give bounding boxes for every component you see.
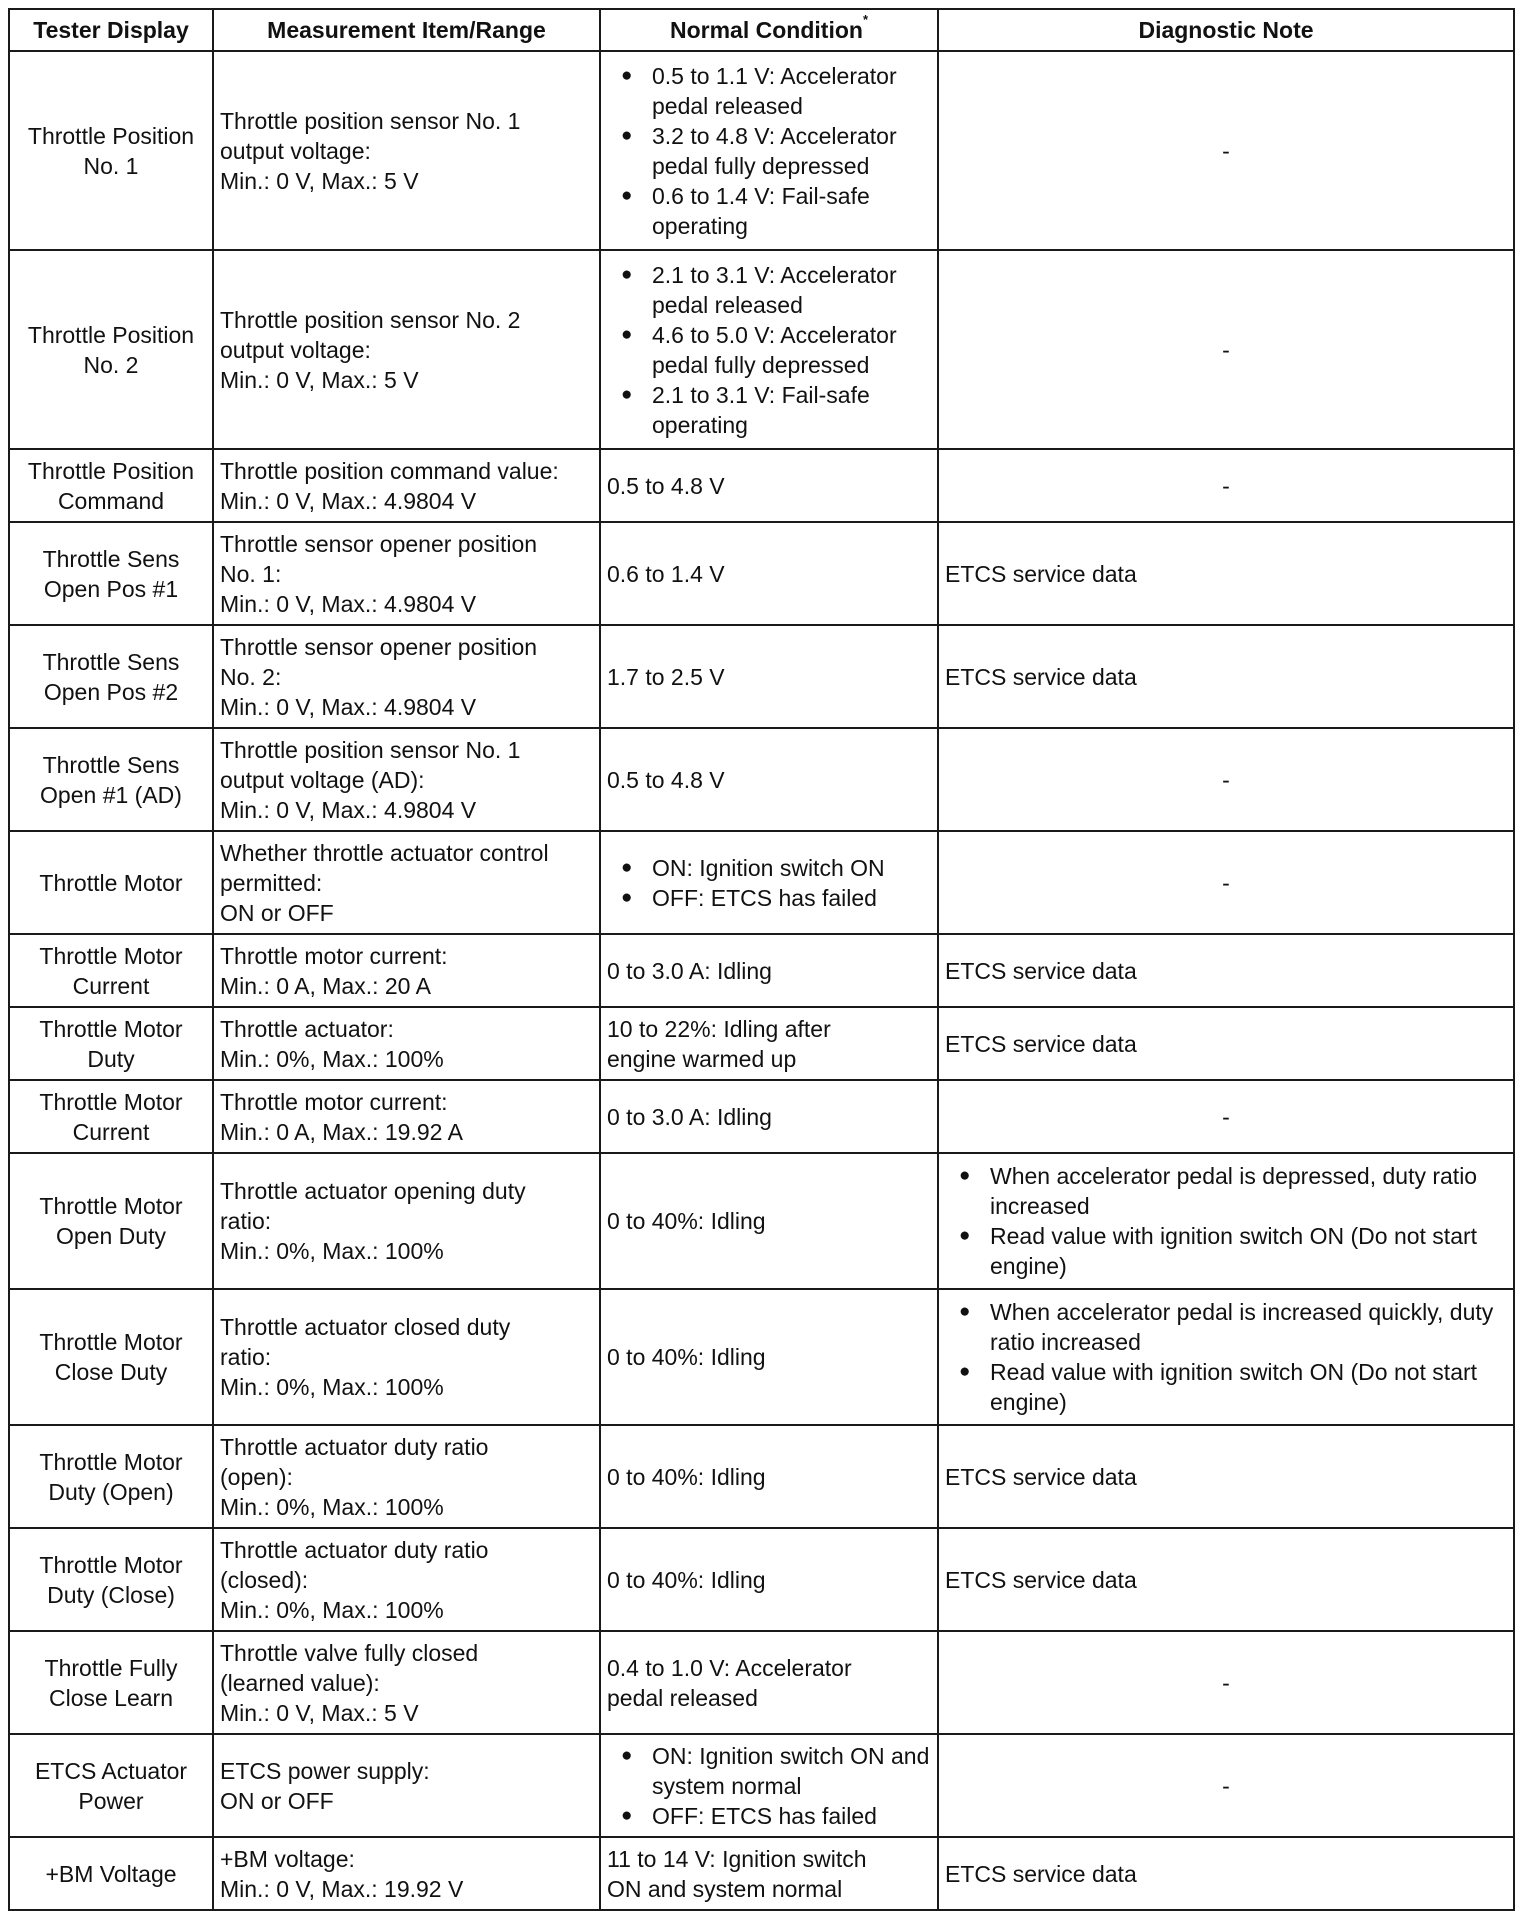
measurement-cell xyxy=(213,51,600,250)
measurement-line: Throttle actuator opening duty xyxy=(220,1178,526,1204)
normal-condition-cell xyxy=(600,1528,938,1631)
normal-condition-cell xyxy=(600,934,938,1007)
tester-display-line: Command xyxy=(57,487,165,514)
measurement-line: No. 1: xyxy=(220,560,282,587)
normal-condition-item: ● OFF: ETCS has failed xyxy=(607,1801,931,1831)
tester-display-cell xyxy=(9,1007,213,1080)
tester-display-line: Throttle Motor xyxy=(39,1088,183,1115)
measurement-line: Min.: 0 A, Max.: 19.92 A xyxy=(220,1118,463,1145)
tester-display-line: Open Pos #2 xyxy=(43,678,179,705)
normal-condition-cell xyxy=(600,831,938,934)
measurement-cell xyxy=(213,1289,600,1425)
diagnostic-note-list xyxy=(945,1161,1507,1281)
measurement-line: Min.: 0 V, Max.: 4.9804 V xyxy=(220,796,477,823)
normal-condition-line: 0.4 to 1.0 V: Accelerator xyxy=(607,1654,852,1681)
normal-condition-line: 0 to 3.0 A: Idling xyxy=(607,1103,772,1130)
tester-display-line: Throttle Motor xyxy=(39,1015,183,1042)
measurement-cell xyxy=(213,1080,600,1153)
table-row xyxy=(9,1631,1514,1734)
measurement-line: Min.: 0 V, Max.: 19.92 V xyxy=(220,1875,464,1902)
header-measurement: Measurement Item/Range xyxy=(213,9,600,51)
table-row xyxy=(9,1289,1514,1425)
diagnostic-note-text: ETCS service data xyxy=(945,1566,1137,1593)
tester-display-line: Current xyxy=(72,1118,150,1145)
measurement-line: Throttle motor current: xyxy=(220,1088,448,1115)
measurement-line: Min.: 0%, Max.: 100% xyxy=(220,1374,444,1400)
tester-display-line: Open #1 (AD) xyxy=(40,781,182,808)
table-row xyxy=(9,625,1514,728)
normal-condition-cell xyxy=(600,1631,938,1734)
measurement-line: output voltage (AD): xyxy=(220,766,425,793)
diagnostic-note-cell xyxy=(938,1528,1514,1631)
table-row xyxy=(9,1007,1514,1080)
normal-condition-item: ● 0.5 to 1.1 V: Accelerator pedal released xyxy=(607,61,931,121)
measurement-line: Throttle sensor opener position xyxy=(220,530,538,557)
diagnostic-note-text: - xyxy=(1222,1772,1230,1799)
tester-display-line: Throttle Position xyxy=(27,457,195,484)
tester-display-line: Throttle Fully xyxy=(44,1654,178,1681)
header-diagnostic-note: Diagnostic Note xyxy=(938,9,1514,51)
measurement-line: output voltage: xyxy=(220,137,371,164)
measurement-line: Throttle sensor opener position xyxy=(220,633,538,660)
tester-display-cell xyxy=(9,1528,213,1631)
measurement-line: Throttle position sensor No. 1 xyxy=(220,736,521,763)
normal-condition-cell xyxy=(600,1289,938,1425)
measurement-line: (closed): xyxy=(220,1566,309,1593)
diagnostic-note-cell xyxy=(938,625,1514,728)
normal-condition-item: ● 3.2 to 4.8 V: Accelerator pedal fully depressed xyxy=(607,121,931,181)
normal-condition-cell xyxy=(600,1080,938,1153)
tester-display-line: Close Learn xyxy=(48,1684,174,1711)
normal-condition-list xyxy=(607,853,931,913)
measurement-line: ratio: xyxy=(220,1208,272,1234)
tester-display-line: Throttle Motor xyxy=(39,869,183,896)
tester-display-cell xyxy=(9,728,213,831)
measurement-line: Min.: 0 A, Max.: 20 A xyxy=(220,972,431,999)
diagnostic-note-cell xyxy=(938,51,1514,250)
normal-condition-line: 0 to 40%: Idling xyxy=(607,1208,766,1234)
diagnostic-note-cell xyxy=(938,522,1514,625)
measurement-line: ratio: xyxy=(220,1344,272,1370)
normal-condition-cell xyxy=(600,522,938,625)
diagnostic-note-text: ETCS service data xyxy=(945,663,1137,690)
measurement-line: Min.: 0 V, Max.: 4.9804 V xyxy=(220,693,477,720)
measurement-cell xyxy=(213,1153,600,1289)
tester-display-line: Duty (Close) xyxy=(47,1581,175,1608)
diagnostic-note-item: ● When accelerator pedal is depressed, duty ratio increased xyxy=(945,1161,1507,1221)
tester-display-cell xyxy=(9,934,213,1007)
measurement-cell xyxy=(213,1837,600,1910)
measurement-cell xyxy=(213,1734,600,1837)
measurement-line: Min.: 0%, Max.: 100% xyxy=(220,1596,444,1623)
table-row xyxy=(9,1734,1514,1837)
measurement-line: Min.: 0 V, Max.: 5 V xyxy=(220,167,419,194)
measurement-line: permitted: xyxy=(220,869,323,896)
normal-condition-item: ● 2.1 to 3.1 V: Accelerator pedal released xyxy=(607,260,931,320)
measurement-line: ON or OFF xyxy=(220,1787,334,1814)
normal-condition-list xyxy=(607,260,931,440)
measurement-line: Throttle actuator duty ratio xyxy=(220,1536,489,1563)
diagnostic-note-cell xyxy=(938,1289,1514,1425)
tester-display-line: Throttle Sens xyxy=(42,751,180,778)
data-list-table xyxy=(8,8,1515,1911)
normal-condition-line: 10 to 22%: Idling after xyxy=(607,1015,831,1042)
measurement-line: Throttle motor current: xyxy=(220,942,448,969)
table-row xyxy=(9,1528,1514,1631)
measurement-cell xyxy=(213,934,600,1007)
measurement-line: output voltage: xyxy=(220,336,371,363)
measurement-line: Throttle position command value: xyxy=(220,457,559,484)
tester-display-line: Duty xyxy=(87,1045,135,1072)
normal-condition-item: ● ON: Ignition switch ON xyxy=(607,853,931,883)
normal-condition-cell xyxy=(600,625,938,728)
measurement-cell xyxy=(213,250,600,449)
normal-condition-cell xyxy=(600,1153,938,1289)
normal-condition-line: 0 to 40%: Idling xyxy=(607,1566,766,1593)
diagnostic-note-text: - xyxy=(1222,336,1230,363)
measurement-cell xyxy=(213,522,600,625)
tester-display-line: Close Duty xyxy=(54,1359,168,1385)
diagnostic-note-cell xyxy=(938,1734,1514,1837)
measurement-cell xyxy=(213,1007,600,1080)
normal-condition-item: ● ON: Ignition switch ON and system normal xyxy=(607,1741,931,1801)
tester-display-line: Open Pos #1 xyxy=(43,575,179,602)
normal-condition-item: ● OFF: ETCS has failed xyxy=(607,883,931,913)
tester-display-cell xyxy=(9,250,213,449)
tester-display-line: Throttle Position xyxy=(27,122,195,149)
measurement-line: Whether throttle actuator control xyxy=(220,839,549,866)
diagnostic-note-text: ETCS service data xyxy=(945,957,1137,984)
measurement-line: Min.: 0 V, Max.: 5 V xyxy=(220,366,419,393)
measurement-line: Throttle actuator closed duty xyxy=(220,1314,511,1340)
diagnostic-note-item: ● Read value with ignition switch ON (Do not start engine) xyxy=(945,1357,1507,1417)
diagnostic-note-cell xyxy=(938,1631,1514,1734)
normal-condition-item: ● 2.1 to 3.1 V: Fail-safe operating xyxy=(607,380,931,440)
measurement-line: Min.: 0 V, Max.: 5 V xyxy=(220,1699,419,1726)
diagnostic-note-item: ● Read value with ignition switch ON (Do not start engine) xyxy=(945,1221,1507,1281)
tester-display-line: No. 2 xyxy=(83,351,139,378)
normal-condition-cell xyxy=(600,1007,938,1080)
normal-condition-line: 0 to 40%: Idling xyxy=(607,1463,766,1490)
tester-display-cell xyxy=(9,1631,213,1734)
tester-display-cell xyxy=(9,1289,213,1425)
diagnostic-note-text: - xyxy=(1222,1669,1230,1696)
normal-condition-cell xyxy=(600,1734,938,1837)
normal-condition-item: ● 4.6 to 5.0 V: Accelerator pedal fully depressed xyxy=(607,320,931,380)
normal-condition-cell xyxy=(600,1837,938,1910)
normal-condition-line: engine warmed up xyxy=(607,1045,797,1072)
measurement-cell xyxy=(213,1425,600,1528)
tester-display-line: Throttle Motor xyxy=(39,1193,183,1219)
tester-display-cell xyxy=(9,1837,213,1910)
table-row xyxy=(9,250,1514,449)
normal-condition-line: pedal released xyxy=(607,1684,758,1711)
measurement-line: Min.: 0 V, Max.: 4.9804 V xyxy=(220,487,477,514)
tester-display-line: Throttle Sens xyxy=(42,648,180,675)
normal-condition-line: ON and system normal xyxy=(607,1875,843,1902)
measurement-line: (learned value): xyxy=(220,1669,380,1696)
tester-display-line: Throttle Motor xyxy=(39,1329,183,1355)
normal-condition-list xyxy=(607,61,931,241)
normal-condition-line: 0 to 3.0 A: Idling xyxy=(607,957,772,984)
table-row xyxy=(9,522,1514,625)
tester-display-line: No. 1 xyxy=(83,152,139,179)
tester-display-line: +BM Voltage xyxy=(45,1860,177,1887)
tester-display-cell xyxy=(9,1153,213,1289)
tester-display-cell xyxy=(9,449,213,522)
tester-display-line: Power xyxy=(78,1787,144,1814)
tester-display-cell xyxy=(9,625,213,728)
table-row xyxy=(9,1153,1514,1289)
diagnostic-note-text: - xyxy=(1222,137,1230,164)
measurement-cell xyxy=(213,625,600,728)
normal-condition-cell xyxy=(600,250,938,449)
header-normal-condition-label: Normal Condition xyxy=(670,17,863,43)
diagnostic-note-text: ETCS service data xyxy=(945,1030,1137,1057)
tester-display-line: ETCS Actuator xyxy=(34,1757,188,1784)
tester-display-cell xyxy=(9,51,213,250)
diagnostic-note-text: ETCS service data xyxy=(945,1463,1137,1490)
table-row xyxy=(9,51,1514,250)
measurement-line: Min.: 0%, Max.: 100% xyxy=(220,1045,444,1072)
measurement-cell xyxy=(213,1631,600,1734)
normal-condition-cell xyxy=(600,728,938,831)
table-row xyxy=(9,934,1514,1007)
measurement-line: Throttle actuator: xyxy=(220,1015,394,1042)
measurement-line: No. 2: xyxy=(220,663,282,690)
table-row xyxy=(9,1080,1514,1153)
footnote-mark: * xyxy=(862,12,868,27)
measurement-line: Throttle actuator duty ratio xyxy=(220,1433,489,1460)
diagnostic-note-text: - xyxy=(1222,869,1230,896)
tester-display-cell xyxy=(9,522,213,625)
tester-display-line: Throttle Sens xyxy=(42,545,180,572)
diagnostic-note-cell xyxy=(938,1007,1514,1080)
tester-display-line: Current xyxy=(72,972,150,999)
tester-display-cell xyxy=(9,831,213,934)
measurement-cell xyxy=(213,831,600,934)
table-row xyxy=(9,728,1514,831)
measurement-line: Min.: 0%, Max.: 100% xyxy=(220,1238,444,1264)
measurement-line: Min.: 0 V, Max.: 4.9804 V xyxy=(220,590,477,617)
measurement-cell xyxy=(213,728,600,831)
table-row xyxy=(9,449,1514,522)
normal-condition-line: 0.5 to 4.8 V xyxy=(607,472,725,499)
normal-condition-line: 11 to 14 V: Ignition switch xyxy=(607,1845,867,1872)
diagnostic-note-item: ● When accelerator pedal is increased quickly, duty ratio increased xyxy=(945,1297,1507,1357)
table-row xyxy=(9,831,1514,934)
tester-display-line: Open Duty xyxy=(56,1223,166,1249)
tester-display-line: Throttle Motor xyxy=(39,1448,183,1475)
diagnostic-note-cell xyxy=(938,934,1514,1007)
measurement-cell xyxy=(213,1528,600,1631)
normal-condition-item: ● 0.6 to 1.4 V: Fail-safe operating xyxy=(607,181,931,241)
measurement-line: Throttle position sensor No. 1 xyxy=(220,107,521,134)
measurement-line: Min.: 0%, Max.: 100% xyxy=(220,1493,444,1520)
normal-condition-line: 0.6 to 1.4 V xyxy=(607,560,725,587)
diagnostic-note-cell xyxy=(938,1080,1514,1153)
tester-display-line: Throttle Position xyxy=(27,321,195,348)
measurement-line: +BM voltage: xyxy=(220,1845,355,1872)
tester-display-cell xyxy=(9,1734,213,1837)
diagnostic-note-cell xyxy=(938,1153,1514,1289)
tester-display-line: Throttle Motor xyxy=(39,1551,183,1578)
normal-condition-line: 1.7 to 2.5 V xyxy=(607,663,725,690)
diagnostic-note-cell xyxy=(938,1837,1514,1910)
table-row xyxy=(9,1837,1514,1910)
normal-condition-cell xyxy=(600,51,938,250)
diagnostic-note-cell xyxy=(938,449,1514,522)
diagnostic-note-text: ETCS service data xyxy=(945,1860,1137,1887)
normal-condition-cell xyxy=(600,449,938,522)
table-header-row xyxy=(9,9,1514,51)
measurement-cell xyxy=(213,449,600,522)
diagnostic-note-cell xyxy=(938,831,1514,934)
table-row xyxy=(9,1425,1514,1528)
diagnostic-note-cell xyxy=(938,728,1514,831)
diagnostic-note-cell xyxy=(938,250,1514,449)
diagnostic-note-text: - xyxy=(1222,472,1230,499)
normal-condition-line: 0 to 40%: Idling xyxy=(607,1344,766,1370)
measurement-line: ETCS power supply: xyxy=(220,1757,430,1784)
diagnostic-note-list xyxy=(945,1297,1507,1417)
diagnostic-note-text: - xyxy=(1222,766,1230,793)
tester-display-line: Duty (Open) xyxy=(48,1478,174,1505)
diagnostic-note-cell xyxy=(938,1425,1514,1528)
header-normal-condition xyxy=(600,9,938,51)
diagnostic-note-text: ETCS service data xyxy=(945,560,1137,587)
tester-display-cell xyxy=(9,1425,213,1528)
normal-condition-line: 0.5 to 4.8 V xyxy=(607,766,725,793)
diagnostic-note-text: - xyxy=(1222,1103,1230,1130)
tester-display-line: Throttle Motor xyxy=(39,942,183,969)
normal-condition-cell xyxy=(600,1425,938,1528)
measurement-line: ON or OFF xyxy=(220,899,334,926)
measurement-line: Throttle valve fully closed xyxy=(220,1639,479,1666)
tester-display-cell xyxy=(9,1080,213,1153)
measurement-line: (open): xyxy=(220,1463,293,1490)
data-list-table-container xyxy=(8,8,1515,1911)
normal-condition-list xyxy=(607,1741,931,1831)
header-tester-display: Tester Display xyxy=(9,9,213,51)
measurement-line: Throttle position sensor No. 2 xyxy=(220,306,521,333)
